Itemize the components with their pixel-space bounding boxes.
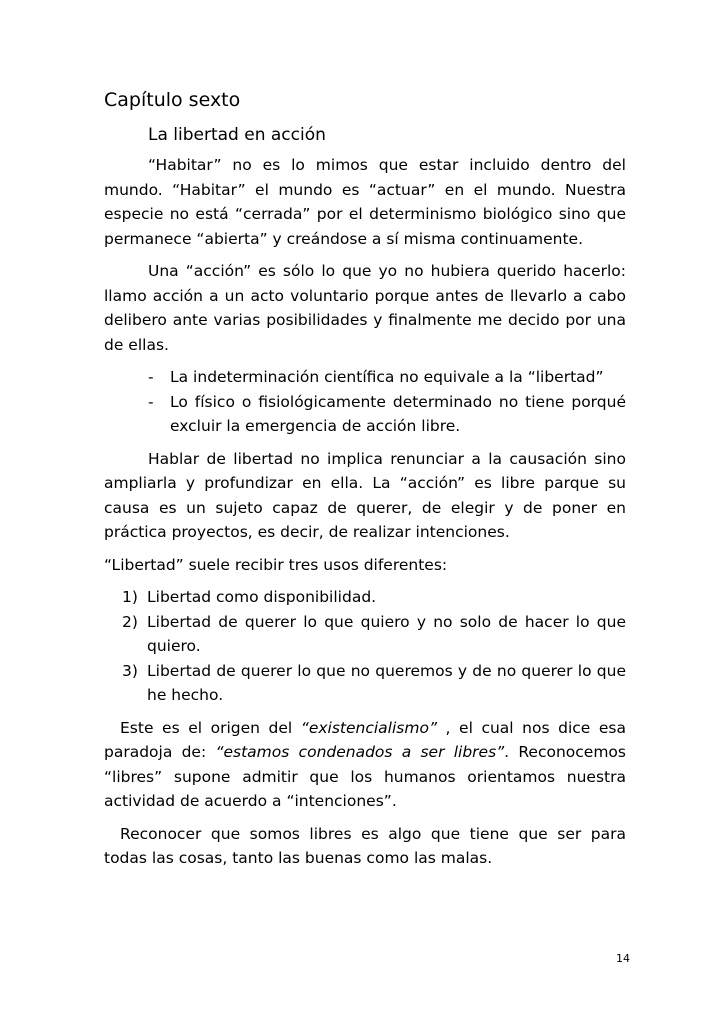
list-item: [148, 365, 626, 390]
list-item-text: Libertad como disponibilidad.: [147, 588, 377, 606]
list-item: [148, 390, 626, 439]
list-marker: 1): [122, 588, 138, 606]
paragraph-reconocer: Reconocer que somos libres es algo que tiene que ser para todas las cosas, tanto las buenas como las malas.: [104, 824, 626, 867]
paragraph-existencialismo: [104, 716, 626, 814]
list-item: [122, 585, 626, 610]
emphasis-condenados: “estamos condenados a ser libres”: [215, 743, 505, 761]
paragraph-causacion: Hablar de libertad no implica renunciar a la causación sino ampliarla y profundizar en ella. La “acción” es libre parque su causa es un sujeto capaz de querer, de elegir y de poner en práctica proyectos, es decir, de realizar intenciones.: [104, 449, 626, 541]
list-item-text: Lo físico o fisiológicamente determinado no tiene porqué excluir la emergencia de acción libre.: [170, 392, 626, 435]
page-content: [104, 87, 626, 879]
list-item-text: La indeterminación científica no equivale a la “libertad”: [170, 368, 604, 386]
list-item-text: Libertad de querer lo que no queremos y de no querer lo que he hecho.: [147, 661, 626, 704]
paragraph-usos: “Libertad” suele recibir tres usos diferentes:: [104, 555, 448, 574]
list-item-text: Libertad de querer lo que quiero y no solo de hacer lo que quiero.: [147, 612, 626, 655]
paragraph-text: , el cual nos dice esa paradoja de:: [104, 718, 626, 761]
list-item: [122, 610, 626, 659]
page-number: 14: [616, 952, 630, 965]
list-item: [122, 659, 626, 708]
numbered-list: [104, 585, 626, 708]
chapter-title: Capítulo sexto: [104, 89, 241, 111]
dash-list: [104, 365, 626, 439]
paragraph-text: Este es el origen del: [120, 718, 301, 737]
paragraph-text: . Reconocemos “libres” supone admitir que los humanos orientamos nuestra actividad de acuerdo a “intenciones”.: [104, 743, 626, 810]
section-title: La libertad en acción: [148, 125, 326, 145]
emphasis-existencialismo: “existencialismo”: [300, 718, 437, 737]
dash-bullet: -: [148, 392, 154, 411]
list-marker: 2): [122, 612, 138, 631]
paragraph-accion: Una “acción” es sólo lo que yo no hubiera querido hacerlo: llamo acción a un acto voluntario porque antes de llevarlo a cabo delibero ante varias posibilidades y finalmente me decido por una de ellas.: [104, 262, 626, 354]
paragraph-habitar: “Habitar” no es lo mimos que estar incluido dentro del mundo. “Habitar” el mundo es “actuar” en el mundo. Nuestra especie no está “cerrada” por el determinismo biológico sino que permanece “abierta” y creándose a sí misma continuamente.: [104, 156, 626, 248]
dash-bullet: -: [148, 368, 154, 386]
list-marker: 3): [122, 661, 138, 680]
